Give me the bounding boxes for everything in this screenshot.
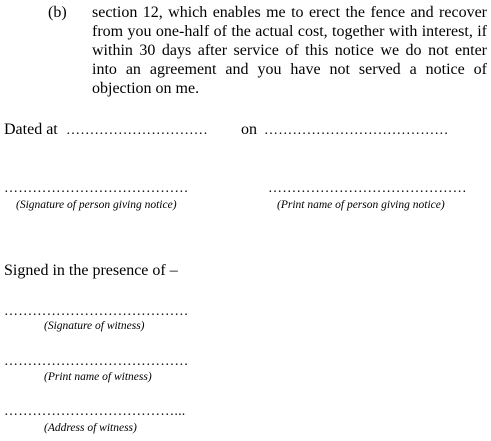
giver-signature-caption: (Signature of person giving notice) (16, 199, 177, 211)
dated-place-field[interactable]: ………………………… (66, 123, 208, 138)
on-label: on (241, 121, 257, 138)
witness-address-caption: (Address of witness) (44, 422, 137, 434)
clause-label: (b) (48, 4, 67, 21)
witness-print-name-field[interactable]: ………………………………… (4, 354, 189, 369)
witness-print-name-caption: (Print name of witness) (44, 371, 152, 383)
witness-address-field[interactable]: ………………………………... (4, 404, 186, 419)
giver-print-name-field[interactable]: …………………………………… (268, 181, 467, 196)
dated-date-field[interactable]: ………………………………… (264, 123, 449, 138)
clause-text: section 12, which enables me to erect the fence and recover from you one-half of the actual cost, together with interest, if within 30 days after service of this notice we do not enter into an agreement and you have not served a notice of objection on me. (92, 4, 487, 97)
giver-signature-field[interactable]: ………………………………… (4, 181, 189, 196)
witness-signature-field[interactable]: ………………………………… (4, 304, 189, 319)
giver-print-name-caption: (Print name of person giving notice) (277, 199, 445, 211)
witness-signature-caption: (Signature of witness) (44, 320, 145, 332)
dated-at-label: Dated at (4, 121, 58, 138)
witness-heading: Signed in the presence of – (4, 262, 178, 279)
